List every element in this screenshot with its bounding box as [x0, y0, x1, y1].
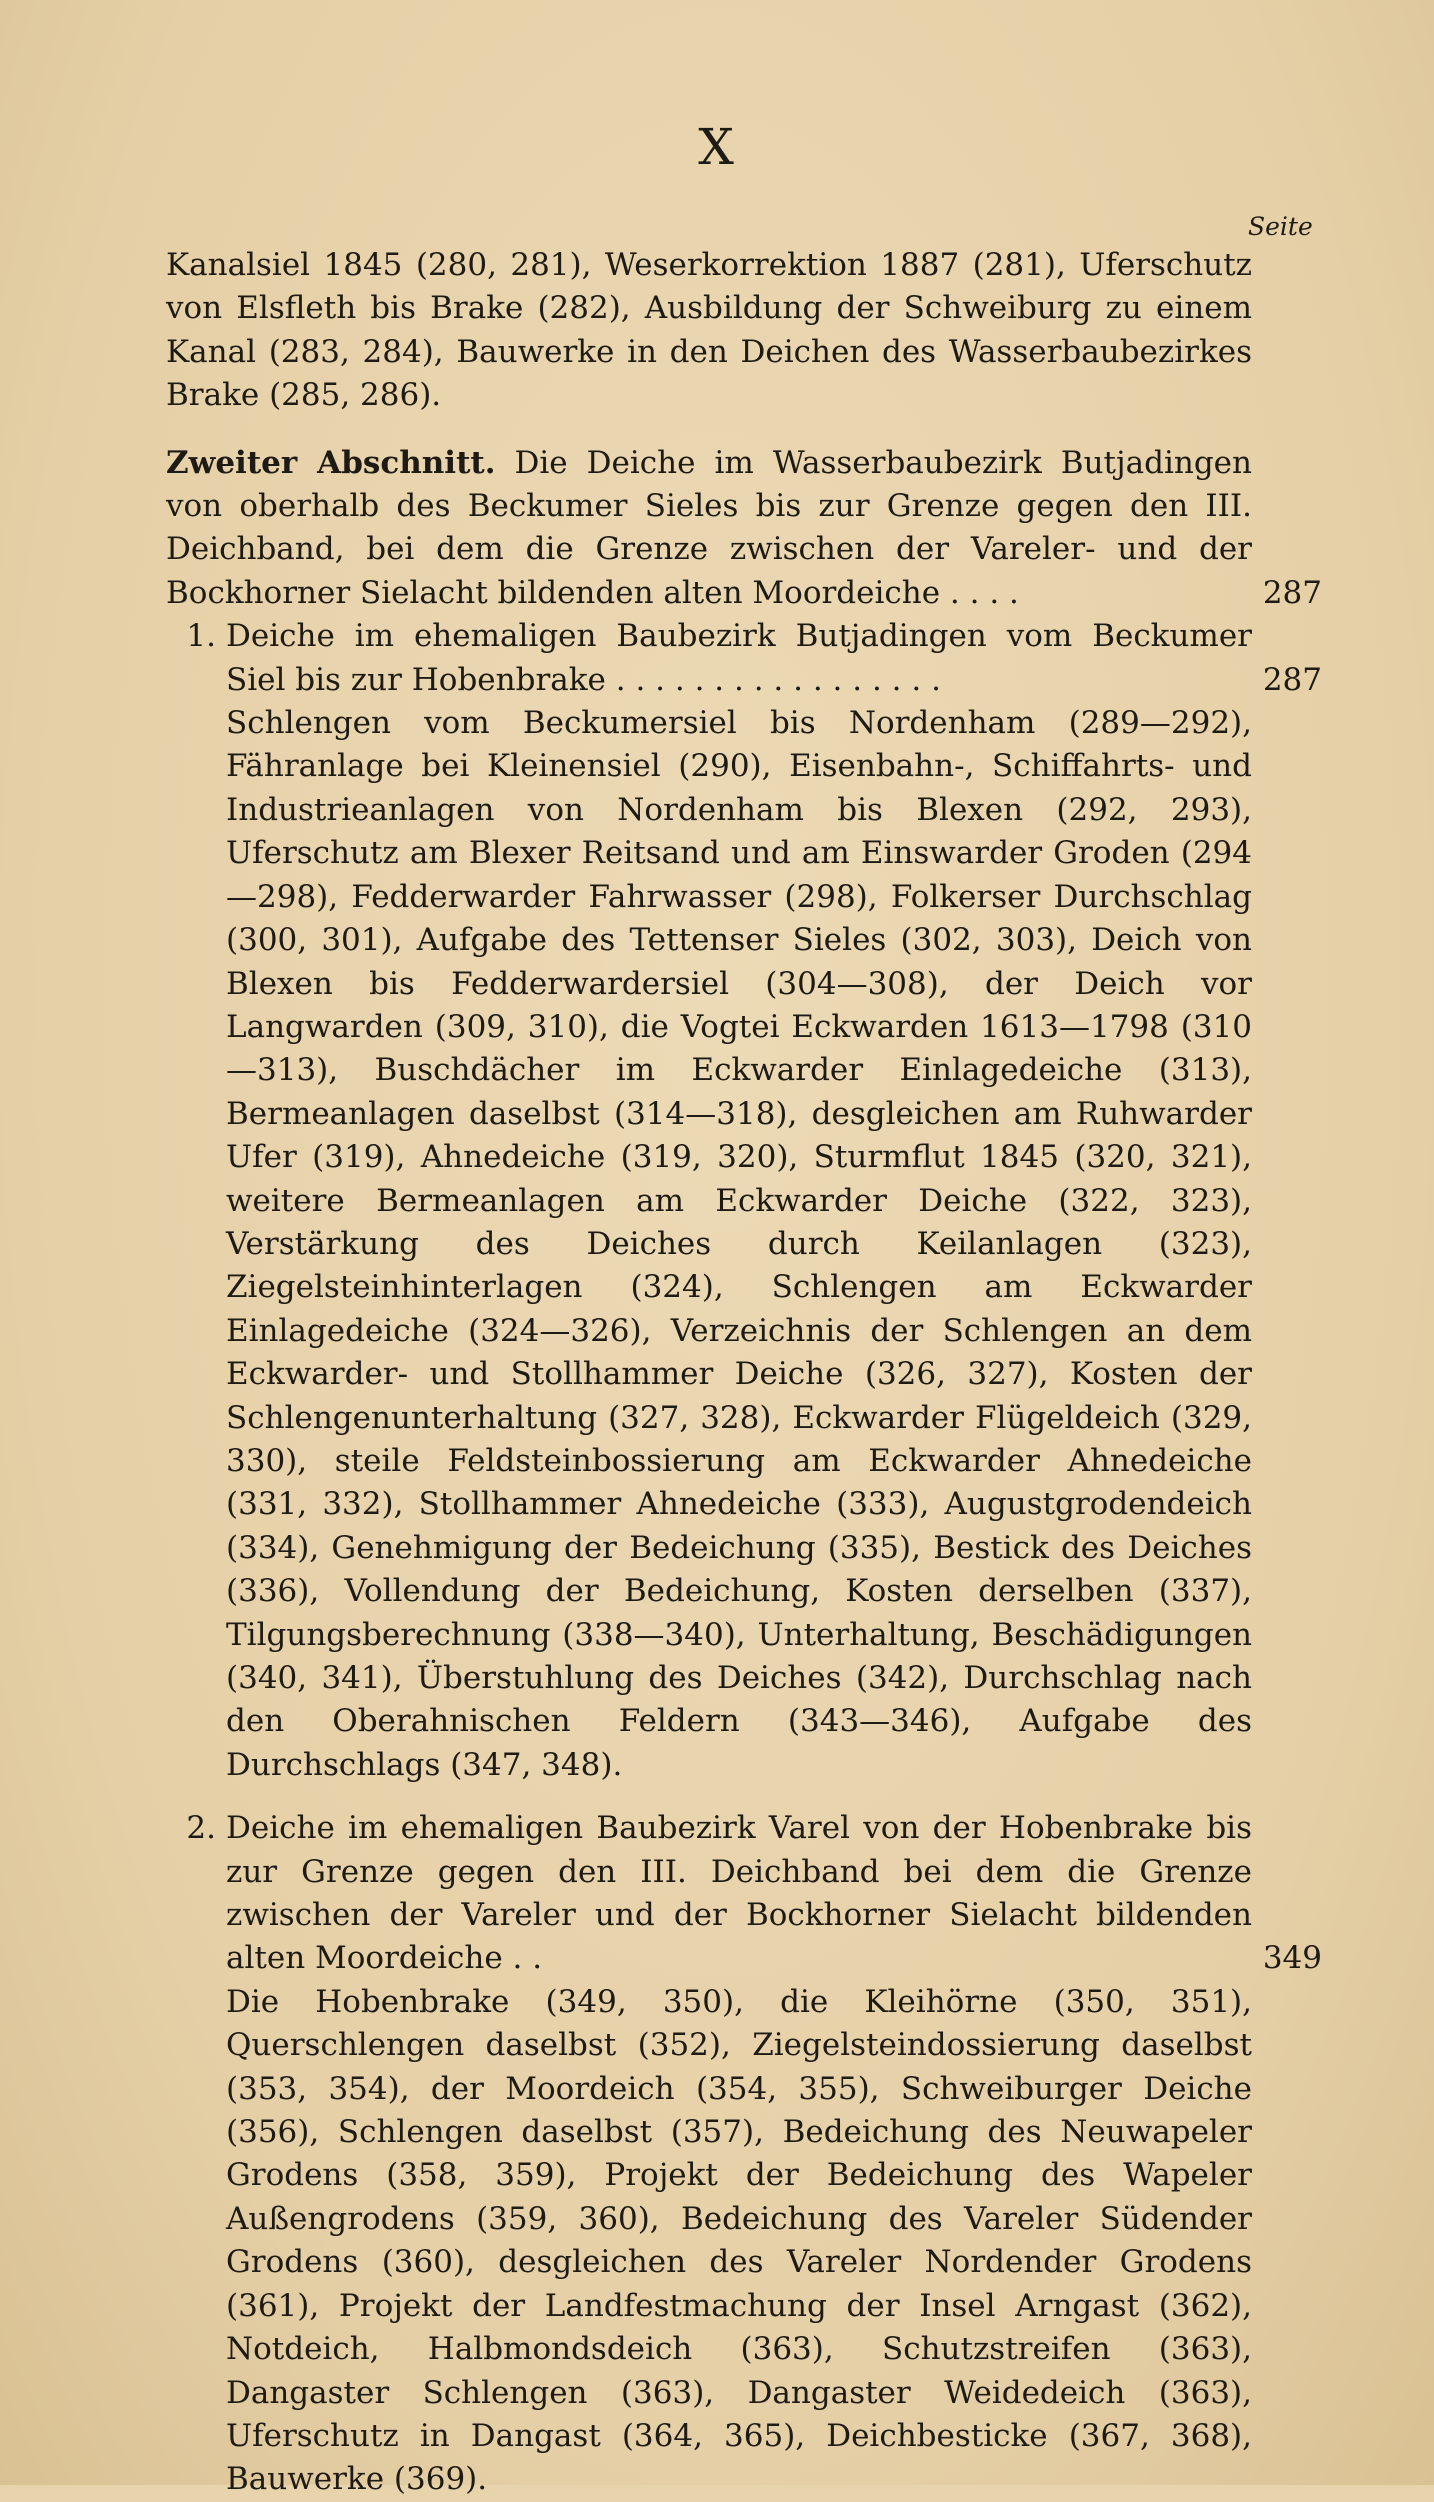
section-label: Zweiter Abschnitt. — [166, 444, 496, 481]
entry-details: Die Hobenbrake (349, 350), die Kleihörne (350, 351), Querschlengen daselbst (352), Ziegelsteindossierung daselbst (353, 354), der Moordeich (354, 355), Schweiburger Deiche (356), Schlengen daselbst (357), Bedeichung des Neuwapeler Grodens (358, 359), Projekt der Bedeichung des Wapeler Außengrodens (359, 360), Bedeichung des Vareler Südender Grodens (360), desgleichen des Vareler Nordender Grodens (361), Projekt der Landfestmachung der Insel Arngast (362), Notdeich, Halbmondsdeich (363), Schutzstreifen (363), Dangaster Schlengen (363), Dangaster Weidedeich (363), Uferschutz in Dangast (364, 365), Deichbesticke (367, 368), Bauwerke (369). — [226, 1983, 1252, 2498]
entry-title-line — [226, 615, 1322, 702]
section-heading — [166, 442, 1322, 616]
entry-details: Schlengen vom Beckumersiel bis Nordenham (289—292), Fähranlage bei Kleinensiel (290), Eisenbahn-, Schiffahrts- und Industrieanlagen von Nordenham bis Blexen (292, 293), Uferschutz am Blexer Reitsand und am Einswarder Groden (294—298), Fedderwarder Fahrwasser (298), Folkerser Durchschlag (300, 301), Aufgabe des Tettenser Sieles (302, 303), Deich von Blexen bis Fedderwardersiel (304—308), der Deich vor Langwarden (309, 310), die Vogtei Eckwarden 1613—1798 (310—313), Buschdächer im Eckwarder Einlagedeiche (313), Bermeanlagen daselbst (314—318), desgleichen am Ruhwarder Ufer (319), Ahnedeiche (319, 320), Sturmflut 1845 (320, 321), weitere Bermeanlagen am Eckwarder Deiche (322, 323), Verstärkung des Deiches durch Keilanlagen (323), Ziegelsteinhinterlagen (324), Schlengen am Eckwarder Einlagedeiche (324—326), Verzeichnis der Schlengen an dem Eckwarder- und Stollhammer Deiche (326, 327), Kosten der Schlengenunterhaltung (327, 328), Eckwarder Flügeldeich (329, 330), steile Feldsteinbossierung am Eckwarder Ahnedeiche (331, 332), Stollhammer Ahnedeiche (333), Augustgrodendeich (334), Genehmigung der Bedeichung (335), Bestick des Deiches (336), Vollendung der Bedeichung, Kosten derselben (337), Tilgungsberechnung (338—340), Unterhaltung, Beschädigungen (340, 341), Überstuhlung des Deiches (342), Durchschlag nach den Oberahnischen Feldern (343—346), Aufgabe des Durchschlags (347, 348). — [226, 705, 1252, 1783]
section-page-number: 287 — [1262, 574, 1322, 611]
section-title: Die Deiche im Wasserbaubezirk Butjadingen von oberhalb des Beckumer Sieles bis zur Grenze gegen den III. Deichband, bei dem die Grenze zwischen der Vareler- und der Bockhorner Sielacht bildenden alten Moordeiche . . . . — [166, 444, 1252, 611]
page-header-roman-numeral: X — [698, 118, 736, 176]
entry-title: Deiche im ehemaligen Baubezirk Varel von der Hobenbrake bis zur Grenze gegen den III. Deichband bei dem die Grenze zwischen der Vareler und der Bockhorner Sielacht bildenden alten Moordeiche . . — [226, 1810, 1252, 1977]
entry-page-number: 287 — [1262, 661, 1322, 698]
toc-entry-1 — [166, 615, 1322, 1787]
toc-entry-2 — [166, 1807, 1322, 2502]
entry-title-line — [226, 1807, 1322, 1981]
entry-page-number: 349 — [1262, 1940, 1322, 1977]
entry-number: 1. — [186, 618, 216, 655]
entry-title: Deiche im ehemaligen Baubezirk Butjadingen vom Beckumer Siel bis zur Hobenbrake . . . . . . . . . . . . . . . . . — [226, 618, 1252, 698]
toc-content — [166, 244, 1322, 2502]
seite-column-label: Seite — [1248, 212, 1313, 241]
entry-number: 2. — [186, 1810, 216, 1847]
intro-paragraph: Kanalsiel 1845 (280, 281), Weserkorrektion 1887 (281), Uferschutz von Elsfleth bis Brake (282), Ausbildung der Schweiburg zu einem Kanal (283, 284), Bauwerke in den Deichen des Wasserbaubezirkes Brake (285, 286). — [166, 247, 1252, 414]
